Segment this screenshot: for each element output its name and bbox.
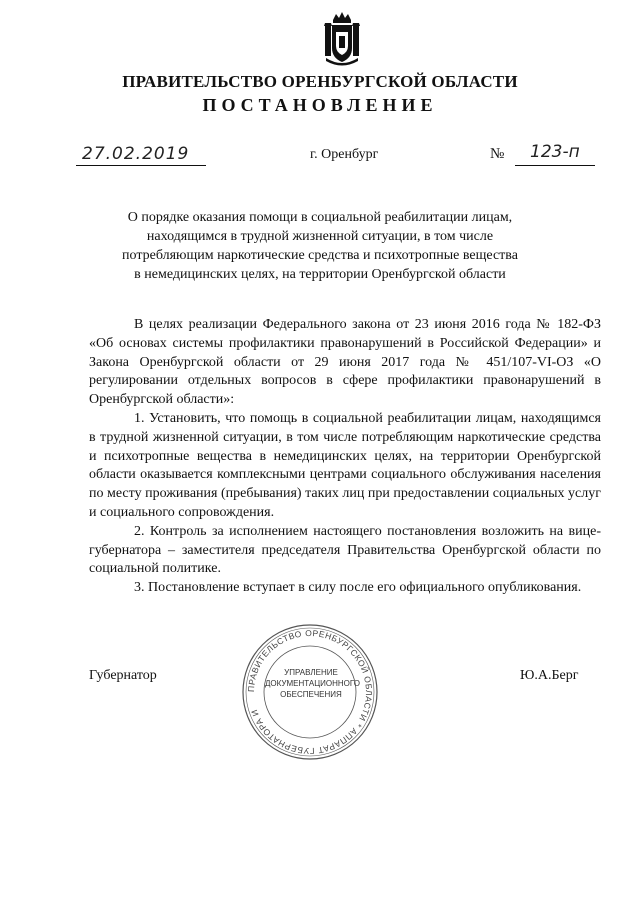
preamble-paragraph: В целях реализации Федерального закона от 23 июня 2016 года № 182-ФЗ «Об основах системы профилактики правонарушений в Российской Федерации» и Закона Оренбургской области от 29 июня 2017 года № 451/107-VI-ОЗ «О регулировании отдельных вопросов в сфере профилактики правонарушений в Оренбургской области»: <box>89 317 601 408</box>
stamp-ring-text: ПРАВИТЕЛЬСТВО ОРЕНБУРГСКОЙ ОБЛАСТИ * АППАРАТ ГУБЕРНАТОРА И <box>245 627 375 757</box>
coat-of-arms-icon <box>322 10 362 66</box>
city-label: г. Оренбург <box>310 147 379 162</box>
clause-paragraph: 3. Постановление вступает в силу после его официального опубликования. <box>134 580 582 596</box>
number-underline <box>515 165 595 166</box>
subject-line: потребляющим наркотические средства и психотропные вещества <box>122 248 518 263</box>
document-type-title: ПОСТАНОВЛЕНИЕ <box>202 95 438 115</box>
stamp-center-text <box>265 667 360 700</box>
stamp-line: УПРАВЛЕНИЕ <box>284 668 338 677</box>
stamp-line: ОБЕСПЕЧЕНИЯ <box>280 690 342 699</box>
date-underline <box>76 165 206 166</box>
signatory-name: Ю.А.Берг <box>520 668 579 683</box>
subject-line: находящимся в трудной жизненной ситуации, в том числе <box>146 229 494 244</box>
clause-paragraph: 1. Установить, что помощь в социальной реабилитации лицам, находящимся в трудной жизненной ситуации, в том числе потребляющим наркотические средства и психотропные вещества в немедицинских целях, на территории Оренбургской области оказывается комплексными центрами социального обслуживания населения по месту проживания (пребывания) таких лиц при предоставлении социальных услуг и социального сопровождения. <box>89 410 601 520</box>
handwritten-date: 27.02.2019 <box>82 144 190 164</box>
government-title: ПРАВИТЕЛЬСТВО ОРЕНБУРГСКОЙ ОБЛАСТИ <box>122 72 518 91</box>
number-label: № <box>490 146 505 162</box>
clause-paragraph: 2. Контроль за исполнением настоящего постановления возложить на вице-губернатора – заместителя председателя Правительства Оренбургской области по социальной политике. <box>89 523 601 577</box>
handwritten-number: 123-п <box>530 142 580 162</box>
signatory-title: Губернатор <box>89 668 157 683</box>
document-body <box>89 316 601 598</box>
subject-line: О порядке оказания помощи в социальной реабилитации лицам, <box>127 210 513 225</box>
document-subject <box>100 208 540 284</box>
subject-line: в немедицинских целях, на территории Оренбургской области <box>134 267 506 282</box>
stamp-line: ДОКУМЕНТАЦИОННОГО <box>265 679 360 688</box>
